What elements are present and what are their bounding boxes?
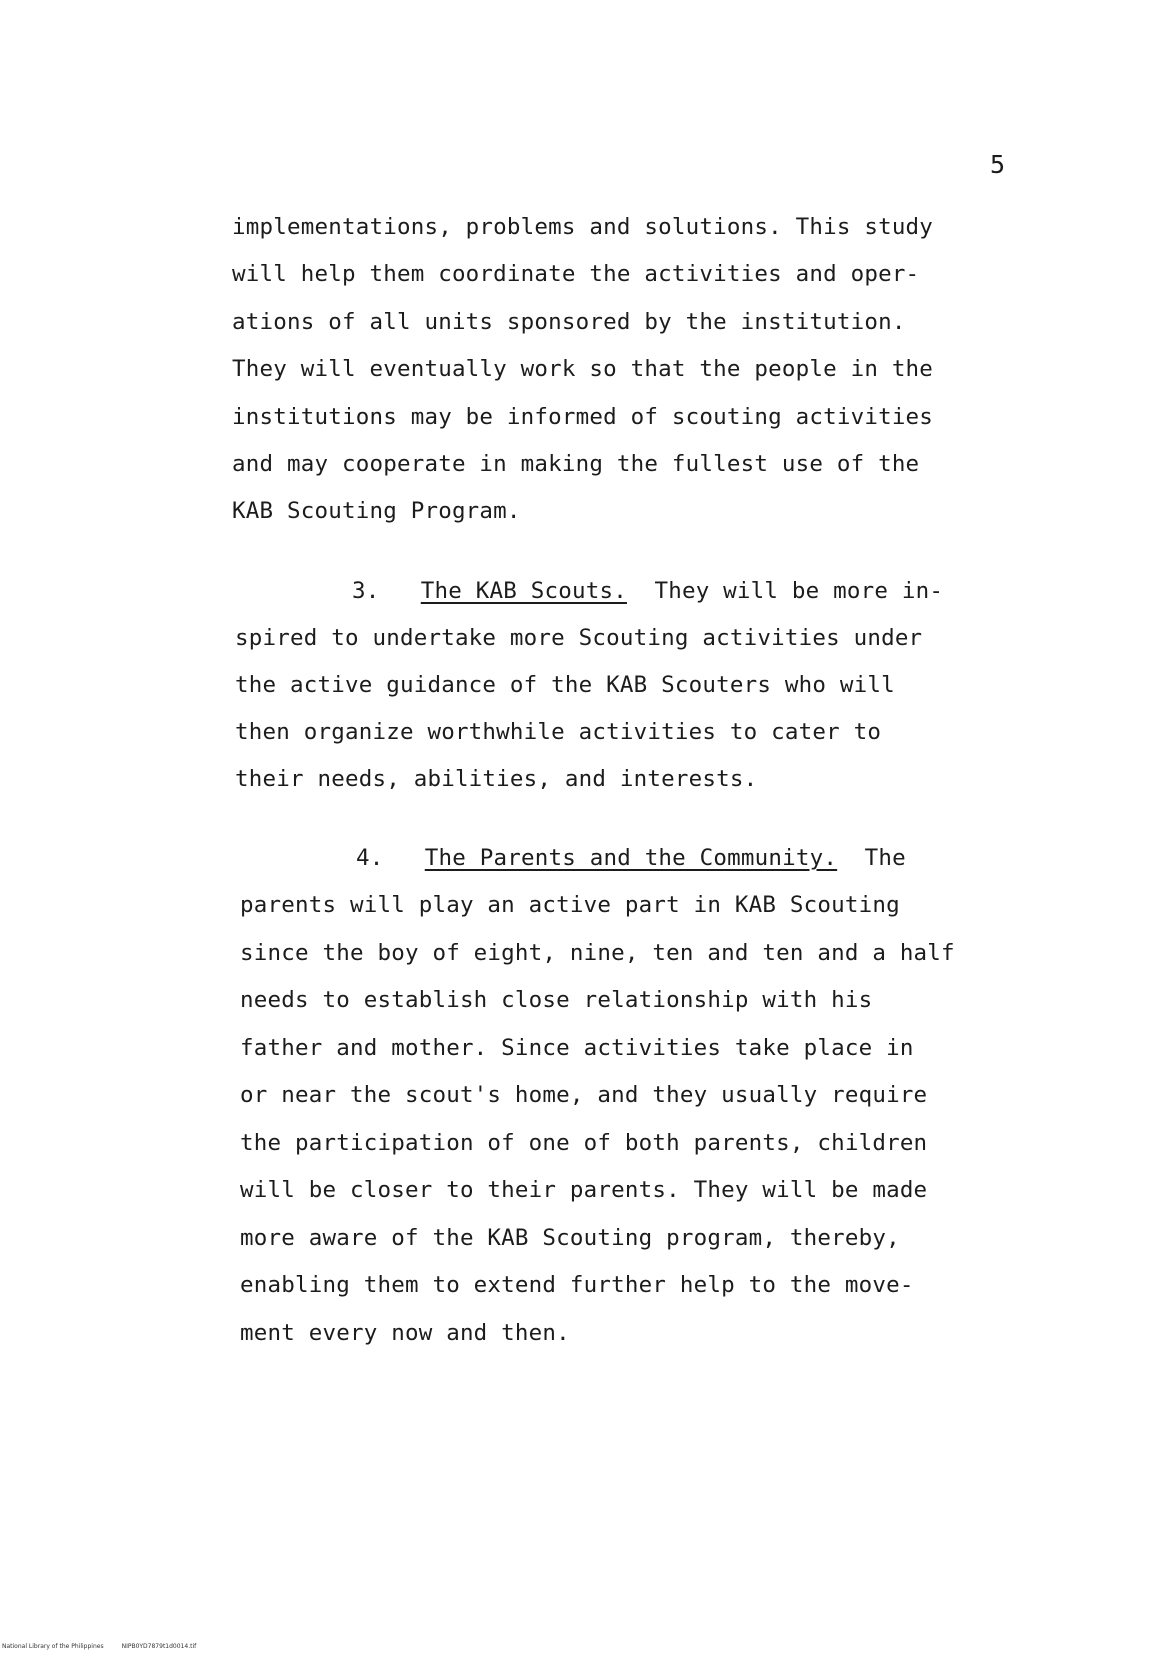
scan-footer bbox=[2, 1643, 196, 1650]
text-line: and may cooperate in making the fullest use of the bbox=[232, 451, 920, 477]
footer-file-id: NIPB0YD7879t1d0014.tif bbox=[121, 1643, 197, 1650]
item-number: 4. bbox=[356, 845, 384, 871]
text-line: implementations, problems and solutions. This study bbox=[232, 214, 934, 240]
text-line: more aware of the KAB Scouting program, thereby, bbox=[240, 1225, 900, 1251]
text-line: They will eventually work so that the people in the bbox=[232, 356, 934, 382]
text-line: KAB Scouting Program. bbox=[232, 498, 521, 524]
text-line: will help them coordinate the activities and oper- bbox=[232, 261, 920, 287]
text-segment: They will be more in- bbox=[654, 578, 944, 604]
text-line: or near the scout's home, and they usually require bbox=[240, 1082, 928, 1108]
footer-library: National Library of the Philippines bbox=[2, 1643, 104, 1650]
paragraph-first-line bbox=[356, 845, 906, 871]
text-line: spired to undertake more Scouting activities under bbox=[235, 625, 923, 651]
page-number: 5 bbox=[990, 150, 1006, 179]
text-line: since the boy of eight, nine, ten and ten and a half bbox=[240, 940, 955, 966]
text-line: will be closer to their parents. They will be made bbox=[240, 1177, 928, 1203]
section-heading: The Parents and the Community. bbox=[424, 845, 838, 871]
paragraph-first-line bbox=[352, 578, 943, 604]
text-line: ment every now and then. bbox=[240, 1320, 570, 1346]
section-heading: The KAB Scouts. bbox=[420, 578, 627, 604]
text-line: ations of all units sponsored by the institution. bbox=[232, 309, 906, 335]
text-segment: The bbox=[864, 845, 906, 871]
text-line: the active guidance of the KAB Scouters who will bbox=[235, 672, 895, 698]
item-number: 3. bbox=[352, 578, 380, 604]
text-line: then organize worthwhile activities to cater to bbox=[235, 719, 882, 745]
text-line: their needs, abilities, and interests. bbox=[235, 766, 758, 792]
text-line: institutions may be informed of scouting activities bbox=[232, 404, 934, 430]
text-line: enabling them to extend further help to the move- bbox=[240, 1272, 914, 1298]
text-line: needs to establish close relationship with his bbox=[240, 987, 873, 1013]
text-line: father and mother. Since activities take place in bbox=[240, 1035, 914, 1061]
text-line: parents will play an active part in KAB Scouting bbox=[240, 892, 900, 918]
text-line: the participation of one of both parents, children bbox=[240, 1130, 928, 1156]
